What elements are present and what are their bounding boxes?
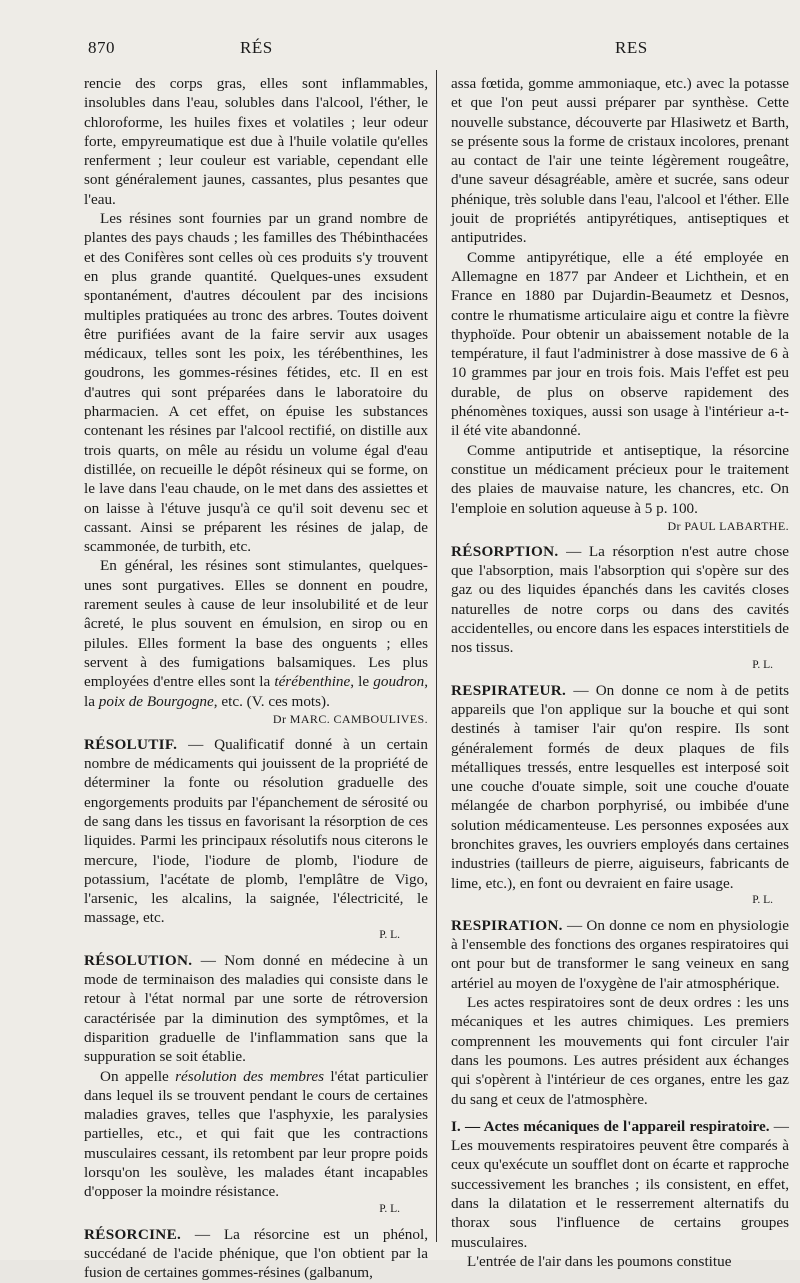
paragraph: On appelle résolution des membres l'état particulier dans lequel ils se trouvent pendant le cours de certaines maladies graves, telles que l'asphyxie, les paralysies partielles, etc., et qui fait que les contractions musculaires cessant, ils retombent par leur propre poids lorsqu'on les soulève, les malades étant incapables d'opposer la moindre résistance. bbox=[84, 1067, 428, 1201]
entry-title: RESPIRATION. bbox=[451, 916, 563, 934]
entry-title: RESPIRATEUR. bbox=[451, 681, 567, 699]
entry-title: RÉSOLUTION. bbox=[84, 951, 193, 969]
paragraph: L'entrée de l'air dans les poumons constitue bbox=[467, 1252, 732, 1270]
page-number: 870 bbox=[88, 38, 115, 57]
section-mechanical-acts: I. — Actes mécaniques de l'appareil respiratoire. — Les mouvements respiratoires peuvent être comparés à ceux qu'exécute un soufflet dont on écarte et rapproche successivement les branches ; ils consistent, en effet, dans la dilatation et le resserrement alternatifs du thorax sous l'influence de certains groupes musculaires. bbox=[451, 1117, 789, 1251]
left-column bbox=[84, 74, 428, 1283]
entry-title: RÉSOLUTIF. bbox=[84, 735, 178, 753]
entry-resolutif: RÉSOLUTIF. — Qualificatif donné à un certain nombre de médicaments qui jouissent de la propriété de déterminer la fonte ou résolution graduelle des engorgements produits par l'épanchement de sérosité ou de sang dans les tissus en favorisant la résorption de ces liquides. Parmi les principaux résolutifs nous citerons le mercure, l'iode, l'iodure de plomb, l'iodure de potassium, l'acétate de plomb, l'emplâtre de Vigo, l'arsenic, les alcalins, la saignée, l'électricité, le massage, etc. bbox=[84, 735, 428, 927]
author-initials: P. L. bbox=[752, 893, 773, 906]
column-divider bbox=[436, 70, 437, 1242]
left-running-title: RÉS bbox=[240, 38, 273, 57]
entry-title: RÉSORPTION. bbox=[451, 542, 559, 560]
author-signature: Dr MARC. CAMBOULIVES. bbox=[272, 711, 428, 726]
entry-resolution: RÉSOLUTION. — Nom donné en médecine à un mode de terminaison des maladies qui consiste dans le retour à l'état normal par une sorte de rétroversion caractérisée par la diminution des symptômes, et la disparition graduelle de l'inflammation sans que la suppuration se soit établie. bbox=[84, 951, 428, 1066]
entry-resorcine: RÉSORCINE. — La résorcine est un phénol, succédané de l'acide phénique, que l'on obtient par la fusion de certaines gommes-résines (galbanum, bbox=[84, 1225, 428, 1282]
entry-title: RÉSORCINE. bbox=[84, 1225, 182, 1243]
author-initials: P. L. bbox=[752, 658, 773, 671]
running-header bbox=[0, 38, 800, 64]
entry-respirateur: RESPIRATEUR. — On donne ce nom à de petits appareils que l'on applique sur la bouche et qui sont destinés à tamiser l'air qu'on respire. Ils sont généralement formés de deux plaques de fils métalliques tressés, entre lesquelles est interposé soit une couche d'ouate simple, soit une couche d'ouate mélangée de charbon porphyrisé, ou imbibée d'une solution médicamenteuse. Les personnes exposées aux bronchites graves, les ouvriers employés dans certaines industries (tailleurs de pierre, aiguiseurs, fabricants de lime, etc.), en font ou devraient en faire usage. bbox=[451, 681, 789, 892]
paragraph: Comme antipyrétique, elle a été employée en Allemagne en 1877 par Andeer et Lichthein, et en France en 1880 par Dujardin-Beaumetz et Desnos, contre le rhumatisme articulaire aigu et contre la fièvre thyphoïde. Pour obtenir un abaissement notable de la température, il faut l'administrer à dose massive de 6 à 10 grammes par jour en trois fois. Mais l'effet est peu durable, de plus on observe rapidement des phénomènes toxiques, aussi son usage à l'intérieur a-t-il été vite abandonné. bbox=[451, 248, 789, 440]
right-column bbox=[451, 74, 789, 1271]
section-title: I. — Actes mécaniques de l'appareil respiratoire. bbox=[451, 1117, 770, 1135]
entry-respiration: RESPIRATION. — On donne ce nom en physiologie à l'ensemble des fonctions des organes respiratoires qui ont pour but de transformer le sang veineux en sang artériel au moyen de l'oxygène de l'air atmosphérique. bbox=[451, 916, 789, 992]
author-signature: Dr PAUL LABARTHE. bbox=[667, 518, 789, 533]
italic-term: térébenthine bbox=[274, 673, 351, 691]
paragraph: Les résines sont fournies par un grand nombre de plantes des pays chauds ; les familles des Thébinthacées et des Conifères sont celles où ces produits s'y trouvent en plus grande quantité. Quelques-unes exsudent spontanément, d'autres découlent par des incisions multiples pratiquées au tronc des arbres. Toutes doivent être purifiées avant de la faire servir aux usages médicaux, telles sont les poix, les térébenthines, les goudrons, les gommes-résines fétides, etc. Il en est d'autres qui sont préparées dans le laboratoire du pharmacien. A cet effet, on épuise les substances contenant les résines par l'alcool rectifié, on distille aux trois quarts, on mêle au résidu un volume égal d'eau distillée, on recueille le dépôt résineux qui se forme, on le lave dans l'eau chaude, on le met dans des assiettes et on laisse à l'étuve jusqu'à ce qu'il soit devenu sec et cassant. Ainsi se préparent les résines de jalap, de scammonée, de turbith, etc. bbox=[84, 210, 428, 556]
italic-term: goudron bbox=[373, 673, 425, 691]
paragraph: Comme antiputride et antiseptique, la résorcine constitue un médicament précieux pour le traitement des plaies de mauvaise nature, les chancres, etc. On l'emploie en solution aqueuse à 5 p. 100. bbox=[451, 441, 789, 517]
paragraph: Les actes respiratoires sont de deux ordres : les uns mécaniques et les autres chimiques. Les premiers comprennent les mouvements qui font circuler l'air dans les poumons. Les autres président aux échanges qui s'opèrent à l'intérieur de ces organes, entre les gaz du sang et ceux de l'atmosphère. bbox=[451, 994, 789, 1108]
italic-term: résolution des membres bbox=[175, 1067, 324, 1085]
paragraph: assa fœtida, gomme ammoniaque, etc.) avec la potasse et que l'on peut aussi préparer par synthèse. Cette nouvelle substance, découverte par Hlasiwetz et Barth, se présente sous la forme de cristaux incolores, prenant au contact de l'air une teinte légèrement rougeâtre, d'une saveur désagréable, amère et sucrée, sans odeur phénique, très soluble dans l'eau, l'alcool et l'éther. Elle jouit de propriétés antipyrétiques, antiseptiques et antiputrides. bbox=[451, 75, 789, 247]
paragraph: rencie des corps gras, elles sont inflammables, insolubles dans l'eau, solubles dans l'alcool, l'éther, le chloroforme, les huiles fixes et volatiles ; leur odeur forte, empyreumatique est due à l'huile volatile qu'elles renferment ; leur couleur est variable, cependant elle sont généralement jaunes, cassantes, plus pesantes que l'eau. bbox=[84, 75, 428, 208]
paragraph: En général, les résines sont stimulantes, quelques-unes sont purgatives. Elles se donnent en poudre, rarement seules à cause de leur insolubilité et de leur âcreté, le plus souvent en émulsion, en sirop ou en pilules. Elles forment la base des onguents ; elles servent à des fumigations balsamiques. Les plus employées d'entre elles sont la térébenthine, le goudron, la poix de Bourgogne, etc. (V. ces mots). bbox=[84, 557, 428, 710]
author-initials: P. L. bbox=[379, 1202, 400, 1215]
italic-term: poix de Bourgogne bbox=[98, 692, 214, 710]
right-running-title: RES bbox=[615, 38, 648, 57]
author-initials: P. L. bbox=[379, 928, 400, 941]
entry-resorption: RÉSORPTION. — La résorption n'est autre chose que l'absorption, mais l'absorption qui s'opère sur des gaz ou des liquides épanchés dans les cavités closes naturelles de notre corps ou dans des cavités accidentelles, ou encore dans les espaces interstitiels de nos tissus. bbox=[451, 542, 789, 657]
